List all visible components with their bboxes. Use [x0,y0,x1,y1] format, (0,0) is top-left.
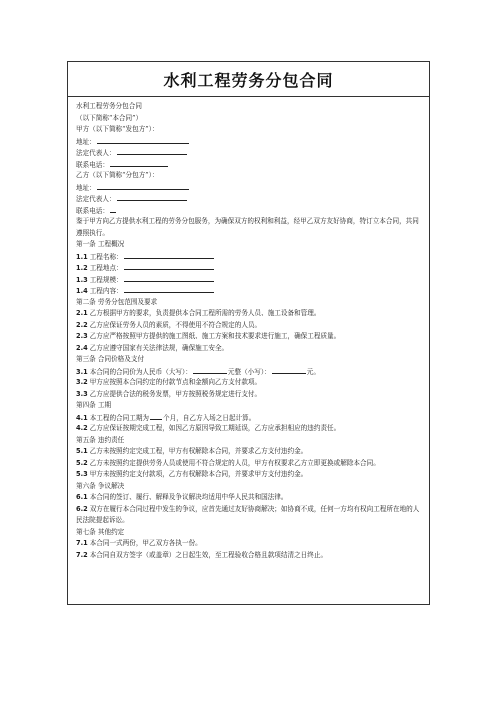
clause-2-4: 2.4 乙方应遵守国家有关法律法规，确保施工安全。 [76,343,229,352]
clause-1-2: 1.2 工程地点： [76,262,423,274]
party-a-address-label: 地址： [76,137,96,146]
clause-6-2: 6.2 双方在履行本合同过程中发生的争议，应首先通过友好协商解决；如协商不成，任何一方均有权向工程所在地的人民法院提起诉讼。 [76,504,420,524]
party-a-phone [76,159,423,171]
blank-field [124,262,214,270]
contract-alias: （以下简称“本合同”） [76,113,143,122]
article-2-heading: 第二条 劳务分包范围及要求 [76,297,158,306]
clause-3-3: 3.3 乙方应提供合法的税务发票，甲方按照税务规定进行支付。 [76,389,262,398]
blank-field [124,251,214,259]
amount-words-blank [193,366,227,374]
clause-1-4: 1.4 工程内容： [76,285,423,297]
article-3-heading: 第三条 合同价格及支付 [76,355,145,363]
party-b-label: 乙方（以下简称“分包方”）： [76,171,159,179]
party-a-address [76,136,423,148]
article-6-heading: 第六条 争议解决 [76,481,125,490]
blank-field [124,285,214,293]
article-5-heading: 第五条 违约责任 [76,435,125,444]
clause-7-1: 7.1 本合同一式两份，甲乙双方各执一份。 [76,539,202,547]
party-a-rep-label: 法定代表人： [76,149,116,157]
article-1-heading: 第一条 工程概况 [76,240,125,248]
party-a-rep [76,147,423,159]
party-b-rep-blank [117,193,187,201]
party-a-phone-label: 联系电话： [76,160,109,169]
clause-5-1: 5.1 乙方未按照约定完成工程，甲方有权解除本合同，并要求乙方支付违约金。 [76,447,308,455]
party-a-phone-blank [110,159,168,167]
clause-4-2: 4.2 乙方应保证按期完成工程，如因乙方原因导致工期延误，乙方应承担相应的违约责任。 [76,424,341,432]
party-b-phone-blank [110,205,116,213]
blank-field [124,274,214,282]
party-b-address [76,182,423,194]
party-b-phone [76,205,423,217]
contract-frame [67,61,430,605]
page-title: 水利工程劳务分包合同 [163,70,334,90]
contract-name: 水利工程劳务分包合同 [76,102,142,110]
clause-4-1: 4.1 本工程的合同工期为 个月，自乙方入场之日起计算。 [76,413,256,422]
title-cell [68,62,429,97]
party-b-phone-label: 联系电话： [76,206,109,215]
contract-body [68,97,429,561]
clause-1-1: 1.1 工程名称： [76,251,423,263]
clause-2-3: 2.3 乙方应严格按照甲方提供的施工图纸、施工方案和技术要求进行施工，确保工程质量。 [76,332,341,340]
months-blank [150,412,162,420]
article-4-heading: 第四条 工期 [76,401,112,409]
clause-5-3: 5.3 甲方未按照约定支付款项，乙方有权解除本合同，并要求甲方支付违约金。 [76,470,308,478]
preamble: 鉴于甲方向乙方提供水利工程的劳务分包服务，为确保双方的权利和利益，经甲乙双方友好协商，特订立本合同，共同遵照执行。 [76,217,419,237]
clause-1-3: 1.3 工程规模： [76,274,423,286]
amount-figures-blank [272,366,306,374]
party-a-label: 甲方（以下简称“发包方”）： [76,125,159,133]
clause-3-1: 3.1 本合同的合同价为人民币（大写）： 元整（小写）： 元。 [76,367,320,376]
clause-2-1: 2.1 乙方根据甲方的要求，负责提供本合同工程所需的劳务人员、施工设备和管理。 [76,309,321,317]
clause-7-2: 7.2 本合同自双方签字（或盖章）之日起生效，至工程验收合格且款项结清之日终止。 [76,550,328,559]
clause-5-2: 5.2 乙方未按照约定提供劳务人员或使用不符合规定的人员，甲方有权要求乙方立即更换或解除本合同。 [76,458,380,467]
party-a-rep-blank [117,147,187,155]
clause-2-2: 2.2 乙方应保证劳务人员的素质，不得使用不符合规定的人员。 [76,320,262,329]
clause-3-2: 3.2 甲方应按照本合同约定的付款节点和金额向乙方支付款项。 [76,378,262,386]
party-b-address-blank [97,182,189,190]
party-a-address-blank [97,136,189,144]
party-b-address-label: 地址： [76,183,96,192]
clause-6-1: 6.1 本合同的签订、履行、解释及争议解决均适用中华人民共和国法律。 [76,493,288,501]
party-b-rep [76,193,423,205]
article-7-heading: 第七条 其他约定 [76,527,125,536]
party-b-rep-label: 法定代表人： [76,195,116,203]
